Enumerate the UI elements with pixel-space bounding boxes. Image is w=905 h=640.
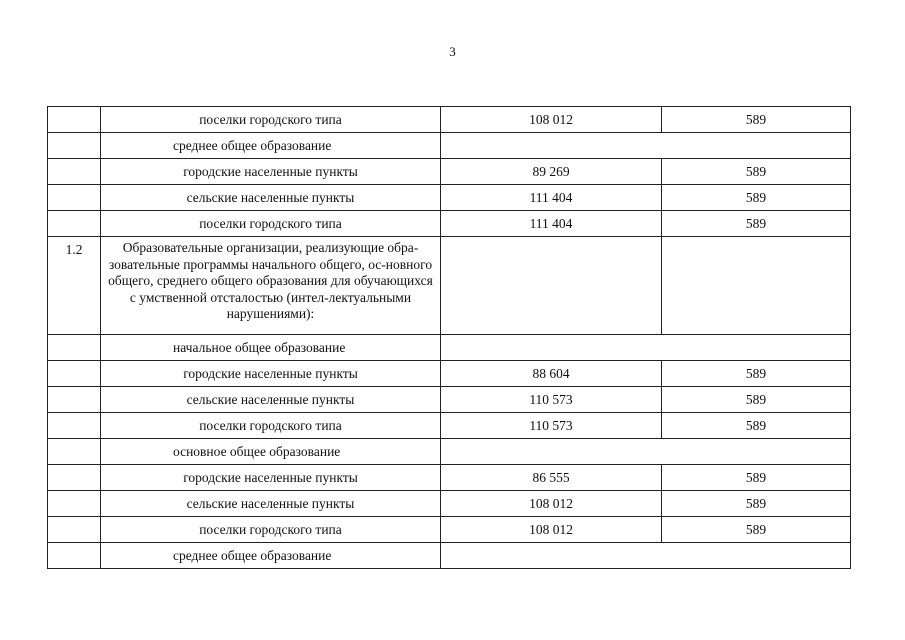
settlement-type-cell: поселки городского типа: [101, 211, 441, 237]
row-number-cell: [48, 107, 101, 133]
settlement-type-cell: сельские населенные пункты: [101, 491, 441, 517]
table-row: [48, 185, 851, 211]
amount-cell: 111 404: [441, 211, 662, 237]
coefficient-cell: 589: [662, 185, 851, 211]
table-row: [48, 211, 851, 237]
organization-type-cell: Образовательные организации, реализующие обра-зовательные программы начального общего, ос-новного общего, среднего общего образования для обучающихся с умственной отсталостью (интел-лектуальными нарушениями):: [101, 237, 441, 335]
row-number-cell: 1.2: [48, 237, 101, 335]
settlement-type-cell: городские населенные пункты: [101, 465, 441, 491]
amount-cell: 89 269: [441, 159, 662, 185]
coefficient-cell: [662, 237, 851, 335]
amount-cell: 86 555: [441, 465, 662, 491]
table-row: [48, 237, 851, 335]
settlement-type-cell: городские населенные пункты: [101, 361, 441, 387]
amount-cell: 108 012: [441, 491, 662, 517]
table-row: [48, 335, 851, 361]
coefficient-cell: 589: [662, 361, 851, 387]
row-number-cell: [48, 543, 101, 569]
settlement-type-cell: сельские населенные пункты: [101, 185, 441, 211]
table-body: [48, 107, 851, 569]
empty-value-cell: [441, 543, 851, 569]
row-number-cell: [48, 185, 101, 211]
amount-cell: 108 012: [441, 517, 662, 543]
row-number-cell: [48, 361, 101, 387]
amount-cell: [441, 237, 662, 335]
table-row: [48, 543, 851, 569]
row-number-cell: [48, 465, 101, 491]
table-row: [48, 465, 851, 491]
coefficient-cell: 589: [662, 517, 851, 543]
empty-value-cell: [441, 439, 851, 465]
empty-value-cell: [441, 335, 851, 361]
row-number-cell: [48, 133, 101, 159]
table-row: [48, 133, 851, 159]
settlement-type-cell: поселки городского типа: [101, 413, 441, 439]
education-level-cell: среднее общее образование: [101, 133, 441, 159]
data-table: [47, 106, 851, 569]
coefficient-cell: 589: [662, 491, 851, 517]
row-number-cell: [48, 159, 101, 185]
table-row: [48, 387, 851, 413]
row-number-cell: [48, 517, 101, 543]
settlement-type-cell: поселки городского типа: [101, 517, 441, 543]
row-number-cell: [48, 413, 101, 439]
coefficient-cell: 589: [662, 465, 851, 491]
coefficient-cell: 589: [662, 387, 851, 413]
education-level-cell: основное общее образование: [101, 439, 441, 465]
settlement-type-cell: сельские населенные пункты: [101, 387, 441, 413]
amount-cell: 111 404: [441, 185, 662, 211]
table-row: [48, 491, 851, 517]
amount-cell: 110 573: [441, 387, 662, 413]
row-number-cell: [48, 387, 101, 413]
empty-value-cell: [441, 133, 851, 159]
row-number-cell: [48, 439, 101, 465]
row-number-cell: [48, 491, 101, 517]
coefficient-cell: 589: [662, 159, 851, 185]
row-number-cell: [48, 211, 101, 237]
coefficient-cell: 589: [662, 413, 851, 439]
table-row: [48, 517, 851, 543]
table-row: [48, 361, 851, 387]
amount-cell: 88 604: [441, 361, 662, 387]
amount-cell: 110 573: [441, 413, 662, 439]
settlement-type-cell: поселки городского типа: [101, 107, 441, 133]
table-row: [48, 107, 851, 133]
amount-cell: 108 012: [441, 107, 662, 133]
coefficient-cell: 589: [662, 107, 851, 133]
coefficient-cell: 589: [662, 211, 851, 237]
table-row: [48, 439, 851, 465]
page-number: 3: [449, 44, 456, 59]
settlement-type-cell: городские населенные пункты: [101, 159, 441, 185]
table-row: [48, 413, 851, 439]
table-row: [48, 159, 851, 185]
education-level-cell: начальное общее образование: [101, 335, 441, 361]
row-number-cell: [48, 335, 101, 361]
education-level-cell: среднее общее образование: [101, 543, 441, 569]
